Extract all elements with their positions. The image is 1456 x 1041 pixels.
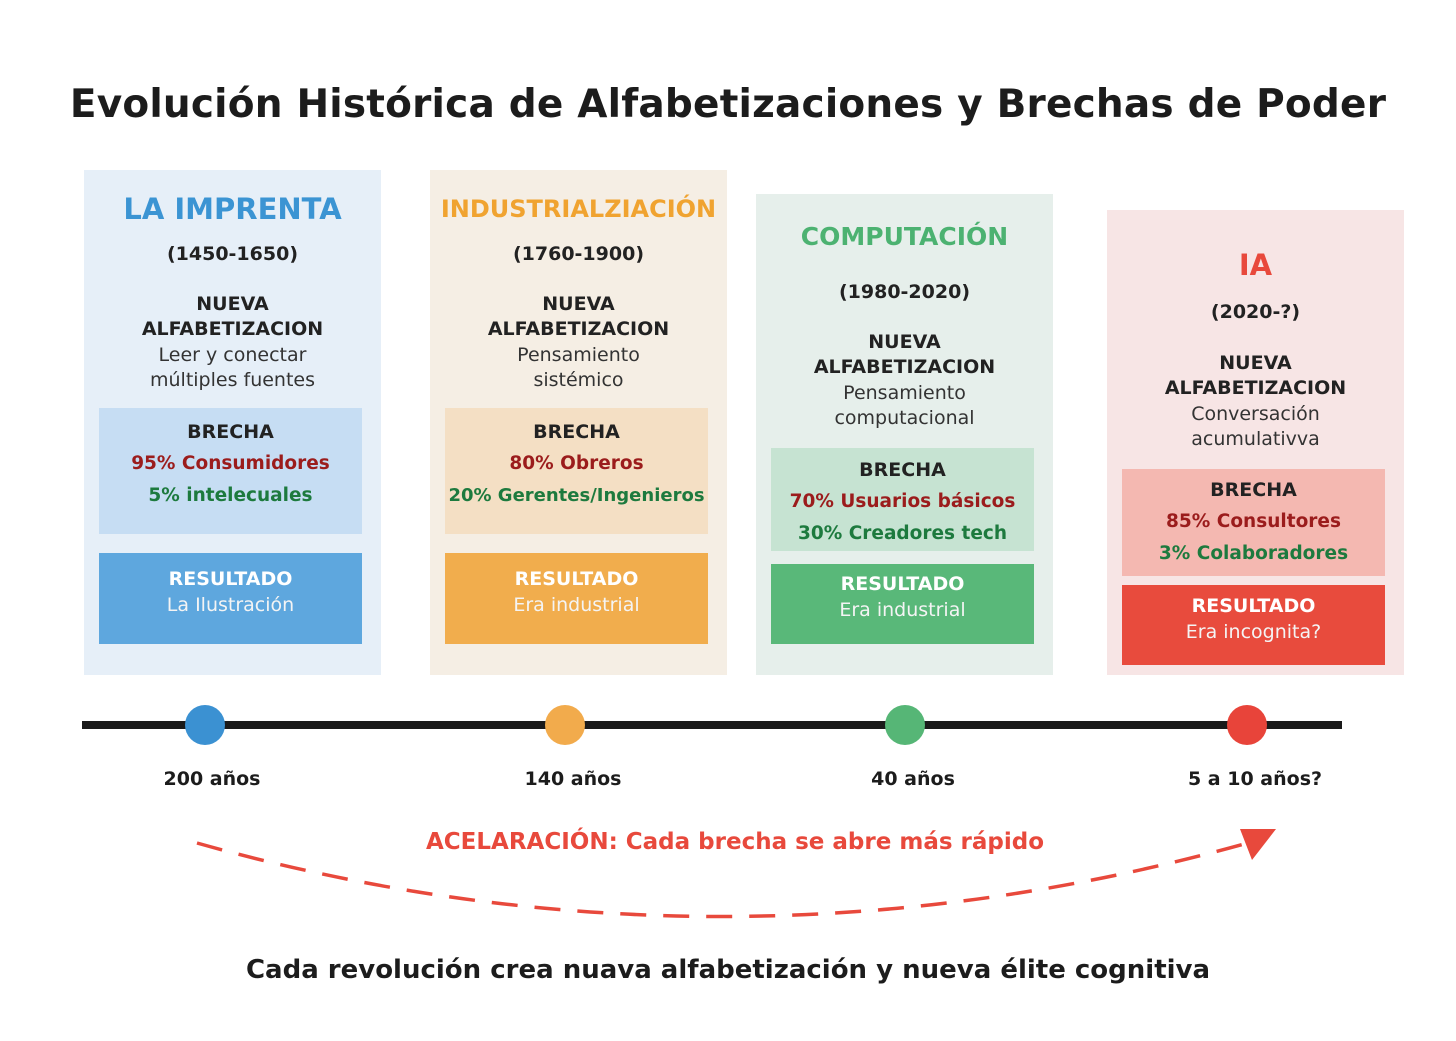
duration-label: 40 años: [871, 768, 955, 790]
literacy-heading-line: NUEVA: [868, 331, 941, 353]
era-name: INDUSTRIALZIACIÓN: [440, 195, 717, 223]
era-name: COMPUTACIÓN: [800, 222, 1009, 251]
gap-label: BRECHA: [533, 421, 620, 443]
result-box: [445, 553, 708, 644]
result-label: RESULTADO: [168, 568, 293, 590]
era-name: IA: [1238, 248, 1273, 282]
literacy-heading-line: NUEVA: [1219, 352, 1292, 374]
gap-minority: 5% intelecuales: [148, 485, 313, 506]
gap-box: [445, 408, 708, 534]
literacy-desc-line: Conversación: [1191, 403, 1320, 425]
literacy-desc-line: Pensamiento: [843, 382, 966, 404]
literacy-heading-line: ALFABETIZACION: [813, 356, 996, 378]
result-box: [99, 553, 362, 644]
result-box: [1122, 585, 1385, 665]
result-box: [771, 564, 1034, 644]
timeline-line: [82, 721, 1342, 729]
era-card-ia: [1107, 210, 1404, 675]
literacy-desc-line: computacional: [834, 407, 975, 429]
literacy-desc-line: Leer y conectar: [158, 344, 307, 366]
page-title: Evolución Histórica de Alfabetizaciones y Brechas de Poder: [69, 82, 1387, 127]
literacy-desc-line: sistémico: [533, 369, 624, 391]
gap-majority: 85% Consultores: [1166, 511, 1341, 532]
literacy-heading: [756, 330, 1053, 380]
gap-majority: 95% Consumidores: [131, 453, 330, 474]
era-years: (1980-2020): [838, 281, 970, 303]
result-label: RESULTADO: [840, 573, 965, 595]
timeline-dot-industrializacion: [545, 705, 585, 745]
era-card-imprenta: [84, 170, 381, 675]
era-name: LA IMPRENTA: [123, 192, 342, 226]
literacy-desc-line: múltiples fuentes: [149, 369, 316, 391]
duration-label: 5 a 10 años?: [1187, 768, 1323, 790]
era-years: (1760-1900): [512, 243, 644, 265]
gap-label: BRECHA: [859, 459, 946, 481]
literacy-description: [84, 343, 381, 393]
result-label: RESULTADO: [514, 568, 639, 590]
gap-box: [771, 448, 1034, 551]
acceleration-arrowhead: [1240, 829, 1276, 860]
gap-minority: 30% Creadores tech: [797, 523, 1008, 544]
gap-majority: 80% Obreros: [509, 453, 644, 474]
literacy-heading-line: NUEVA: [542, 293, 615, 315]
era-card-industrializacion: [430, 170, 727, 675]
literacy-description: [430, 343, 727, 393]
era-card-computacion: [756, 194, 1053, 675]
timeline-dot-ia: [1227, 705, 1267, 745]
result-value: Era incognita?: [1185, 621, 1322, 643]
literacy-heading-line: ALFABETIZACION: [1164, 377, 1347, 399]
gap-label: BRECHA: [1210, 479, 1297, 501]
gap-box: [99, 408, 362, 534]
literacy-desc-line: acumulativva: [1191, 428, 1320, 450]
gap-minority: 20% Gerentes/Ingenieros: [448, 485, 705, 506]
literacy-heading: [1107, 351, 1404, 401]
result-label: RESULTADO: [1191, 595, 1316, 617]
gap-box: [1122, 469, 1385, 576]
literacy-description: [756, 381, 1053, 431]
literacy-heading-line: NUEVA: [196, 293, 269, 315]
literacy-heading-line: ALFABETIZACION: [141, 318, 324, 340]
gap-minority: 3% Colaboradores: [1158, 543, 1349, 564]
literacy-heading: [84, 292, 381, 342]
timeline-dot-imprenta: [185, 705, 225, 745]
result-value: Era industrial: [513, 594, 640, 616]
era-years: (1450-1650): [166, 243, 298, 265]
gap-label: BRECHA: [187, 421, 274, 443]
footer-caption: Cada revolución crea nuava alfabetización y nueva élite cognitiva: [245, 955, 1211, 985]
literacy-desc-line: Pensamiento: [517, 344, 640, 366]
literacy-heading-line: ALFABETIZACION: [487, 318, 670, 340]
duration-label: 200 años: [163, 768, 261, 790]
literacy-heading: [430, 292, 727, 342]
result-value: La Ilustración: [166, 594, 295, 616]
duration-label: 140 años: [524, 768, 622, 790]
timeline-dot-computacion: [885, 705, 925, 745]
acceleration-label: ACELARACIÓN: Cada brecha se abre más rápido: [425, 829, 1045, 855]
gap-majority: 70% Usuarios básicos: [789, 491, 1016, 512]
literacy-description: [1107, 402, 1404, 452]
era-years: (2020-?): [1210, 301, 1301, 323]
result-value: Era industrial: [839, 599, 966, 621]
